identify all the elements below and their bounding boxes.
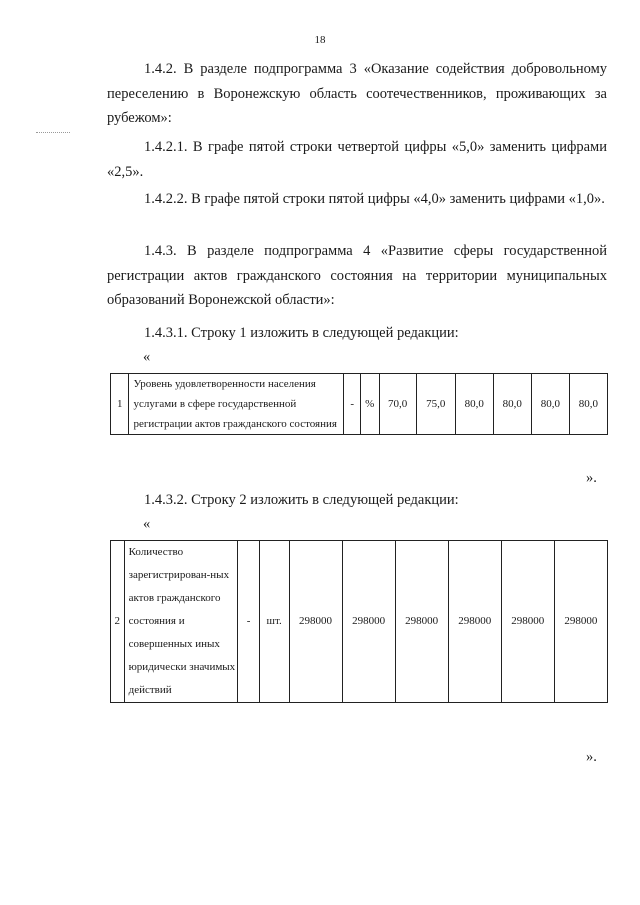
dash-cell: - — [344, 374, 360, 435]
paragraph-1-4-3-1: 1.4.3.1. Строку 1 изложить в следующей редакции: — [144, 325, 459, 341]
indicator-name: Уровень удовлетворенности населения услугами в сфере государственной регистрации актов гражданского состояния — [129, 374, 344, 435]
value-cell: 298000 — [501, 541, 554, 703]
value-cell: 75,0 — [416, 374, 455, 435]
unit-cell: % — [360, 374, 379, 435]
paragraph-1-4-2: 1.4.2. В разделе подпрограмма 3 «Оказание содействия добровольному переселению в Воронежскую область соотечественников, проживающих за рубежом»: — [107, 61, 607, 126]
value-cell: 80,0 — [493, 374, 531, 435]
paragraph-1-4-2-2: 1.4.2.2. В графе пятой строки пятой цифры «4,0» заменить цифрами «1,0». — [144, 191, 605, 207]
closing-quote-1: ». — [586, 470, 597, 486]
value-cell: 80,0 — [569, 374, 607, 435]
row-number: 2 — [111, 541, 125, 703]
value-cell: 298000 — [395, 541, 448, 703]
value-cell: 80,0 — [531, 374, 569, 435]
value-cell: 298000 — [448, 541, 501, 703]
indicator-name: Количество зарегистрирован-ных актов гражданского состояния и совершенных иных юридически значимых действий — [124, 541, 238, 703]
paragraph-1-4-2-1: 1.4.2.1. В графе пятой строки четвертой цифры «5,0» заменить цифрами «2,5». — [107, 139, 607, 180]
closing-quote-2: ». — [586, 749, 597, 765]
paragraph-1-4-3-2: 1.4.3.2. Строку 2 изложить в следующей редакции: — [144, 492, 459, 508]
page-number: 18 — [314, 34, 326, 46]
scan-artifact — [36, 132, 70, 134]
dash-cell: - — [238, 541, 259, 703]
opening-quote-1: « — [143, 349, 151, 365]
unit-cell: шт. — [259, 541, 289, 703]
value-cell: 298000 — [342, 541, 395, 703]
row-number: 1 — [111, 374, 129, 435]
row-table-1 — [110, 373, 608, 435]
value-cell: 298000 — [289, 541, 342, 703]
value-cell: 80,0 — [455, 374, 493, 435]
value-cell: 70,0 — [379, 374, 416, 435]
paragraph-1-4-3: 1.4.3. В разделе подпрограмма 4 «Развитие сферы государственной регистрации актов гражданского состояния на территории муниципальных образований Воронежской области»: — [107, 243, 607, 308]
row-table-2 — [110, 540, 608, 703]
value-cell: 298000 — [554, 541, 607, 703]
opening-quote-2: « — [143, 516, 151, 532]
